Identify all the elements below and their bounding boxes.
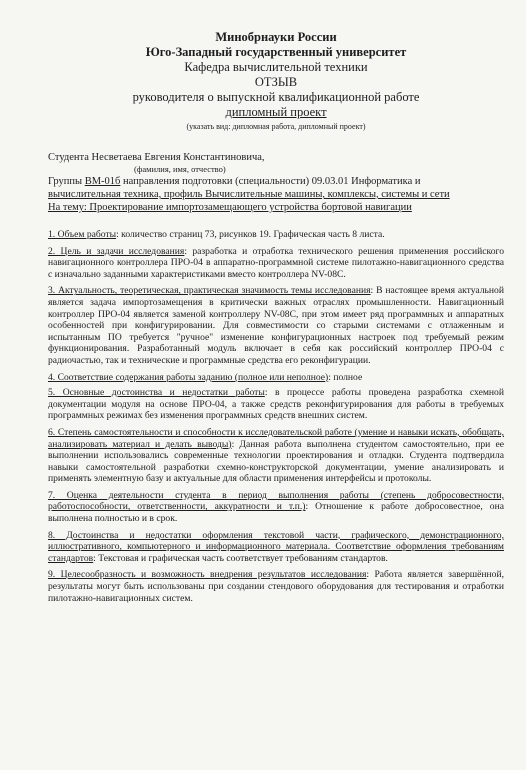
section-text: : количество страниц 73, рисунков 19. Графическая часть 8 листа. bbox=[116, 229, 385, 240]
work-type: дипломный проект bbox=[225, 105, 327, 119]
section-7 bbox=[48, 490, 504, 525]
section-5 bbox=[48, 387, 504, 422]
section-title: 5. Основные достоинства и недостатки работы bbox=[48, 387, 265, 399]
student-name: Студента Несветаева Евгения Константиновича, bbox=[48, 152, 265, 163]
section-text: : в процессе работы проведена разработка схемной документации модуля на основе ПРО-04, а также средств реконфигурирования для работы в требуемых программных режимах без изменения программных средств внешних систем. bbox=[48, 387, 504, 422]
document-subtitle: руководителя о выпускной квалификационной работе bbox=[132, 90, 420, 104]
university-name: Юго-Западный государственный университет bbox=[145, 45, 407, 59]
student-info bbox=[48, 151, 504, 214]
section-text: : полное bbox=[328, 371, 363, 383]
group-line-2: вычислительная техника, профиль Вычислительные машины, комплексы, системы и сети bbox=[48, 189, 450, 200]
document-header bbox=[48, 0, 504, 133]
section-title: 4. Соответствие содержания работы заданию (полное или неполное) bbox=[48, 371, 329, 383]
section-title: 7. Оценка деятельности студента в период выполнения работы (степень добросовестности, работоспособности, ответственности, аккуратности и т.п.) bbox=[48, 489, 504, 513]
topic-value: Проектирование импортозамещающего устройства бортовой навигации bbox=[86, 202, 412, 213]
section-4 bbox=[48, 372, 504, 384]
section-title: 2. Цель и задачи исследования bbox=[48, 245, 185, 257]
section-text: : В настоящее время актуальной является задача импортозамещения в критически важных отраслях промышленности. Навигационный контроллер ПРО-04 является заменой контроллеру NV-08C, при этом имеет ряд программных и аппаратных особенностей при конфигурировании. Для совместимости со старыми системами с отлаженным и испытанным ПО требуется "ручное" изменение конфигурационных настроек под требуемый режим функционирования. Разработанный модуль включает в себя как российский контроллер ПРО-04 с радиочастью, так и технические и программные средства его реконфигурации. bbox=[48, 285, 504, 366]
section-title: 3. Актуальность, теоретическая, практическая значимость темы исследования bbox=[48, 285, 371, 297]
department-name: Кафедра вычислительной техники bbox=[184, 60, 368, 74]
ministry-name: Минобрнауки России bbox=[215, 30, 337, 44]
section-title: 1. Объем работы bbox=[48, 229, 117, 240]
group-line bbox=[48, 175, 504, 188]
section-text: : Работа является завершённой, результаты могут быть использованы при создании стендового оборудования для тестирования и отработки пилотажно-навигационных систем. bbox=[48, 569, 504, 604]
section-9 bbox=[48, 569, 504, 604]
section-text: : Текстовая и графическая часть соответствует требованиям стандартов. bbox=[93, 552, 388, 564]
group-rest: направления подготовки (специальности) 09.03.01 Информатика и bbox=[120, 176, 421, 187]
section-2 bbox=[48, 246, 504, 281]
section-text: : Отношение к работе добросовестное, она выполнена полностью и в срок. bbox=[48, 501, 504, 525]
topic-label: На тему: bbox=[48, 202, 87, 213]
work-type-hint: (указать вид: дипломная работа, дипломный проект) bbox=[186, 122, 366, 131]
student-name-hint: (фамилия, имя, отчество) bbox=[134, 164, 226, 174]
section-1 bbox=[48, 229, 504, 241]
section-text: : Данная работа выполнена студентом самостоятельно, при ее выполнении использовались современные технологии проектирования и отладки. Студента подтвердила навыки самостоятельной разработки схемно-конструкторской документации, умение анализировать и применять элементную базу и актуальные для области применения интерфейсы и протоколы. bbox=[48, 438, 504, 485]
document-type: ОТЗЫВ bbox=[254, 75, 298, 89]
section-title: 8. Достоинства и недостатки оформления текстовой части, графического, демонстрационного, иллюстративного, компьютерного и информационного материала. Соответствие оформления требованиям стандартов bbox=[48, 529, 504, 564]
group-value: ВМ-01б bbox=[84, 176, 121, 187]
section-6 bbox=[48, 427, 504, 485]
section-title: 6. Степень самостоятельности и способности к исследовательской работе (умение и навыки искать, обобщать, анализировать материал и делать выводы) bbox=[48, 426, 504, 450]
section-text: : разработка и отработка технического решения применения российского навигационного контроллера ПРО-04 в аппаратно-программной системе пилотажно-навигационного средства с изначально заданными характеристиками вместо контроллера NV-08C. bbox=[48, 245, 505, 280]
section-title: 9. Целесообразность и возможность внедрения результатов исследования bbox=[48, 569, 367, 581]
section-3 bbox=[48, 285, 504, 366]
section-8 bbox=[48, 530, 504, 565]
topic-line bbox=[48, 201, 504, 214]
group-prefix: Группы bbox=[48, 176, 85, 187]
